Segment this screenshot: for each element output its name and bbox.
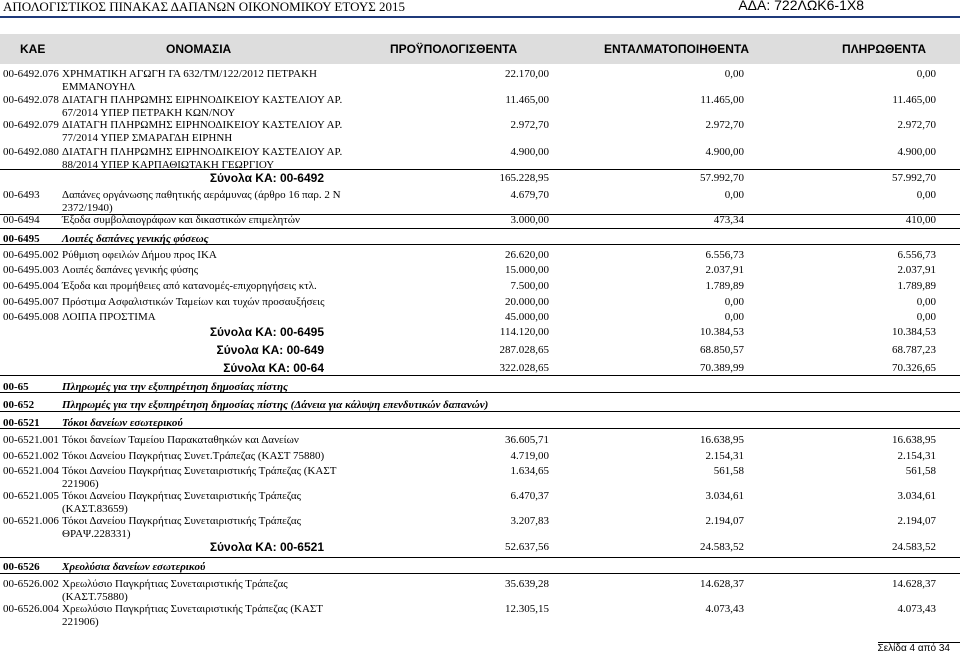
paid-value: 561,58	[905, 465, 936, 477]
item-name: Τόκοι Δανείου Παγκρήτιας Συνεταιριστικής Τράπεζας	[62, 490, 302, 502]
item-name: Ρύθμιση οφειλών Δήμου προς ΙΚΑ	[62, 249, 217, 261]
paid-value: 0,00	[916, 189, 936, 201]
budget-value: 52.637,56	[505, 541, 549, 553]
commit-value: 2.194,07	[705, 515, 744, 527]
paid-value: 3.034,61	[897, 490, 936, 502]
budget-value: 22.170,00	[505, 68, 549, 80]
ka-code: 00-6492.076	[3, 68, 59, 80]
row-separator	[0, 228, 960, 229]
col-header-name: ΟΝΟΜΑΣΙΑ	[166, 42, 232, 56]
ka-code: 00-6495.004	[3, 280, 59, 292]
commit-value: 68.850,57	[700, 344, 744, 356]
section-heading: Πληρωμές για την εξυπηρέτηση δημοσίας πίστης (Δάνεια για κάλυψη επενδυτικών δαπανών)	[62, 399, 489, 411]
paid-value: 70.326,65	[892, 362, 936, 374]
row-separator	[0, 411, 960, 412]
budget-value: 11.465,00	[505, 94, 549, 106]
commit-value: 0,00	[724, 189, 744, 201]
paid-value: 410,00	[905, 214, 936, 226]
ka-code: 00-6521	[3, 417, 40, 429]
paid-value: 6.556,73	[897, 249, 936, 261]
header-rule	[0, 16, 960, 18]
budget-value: 6.470,37	[510, 490, 549, 502]
item-name-continued: 88/2014 ΥΠΕΡ ΚΑΡΠΑΘΙΩΤΑΚΗ ΓΕΩΡΓΙΟΥ	[62, 159, 275, 171]
row-separator	[0, 557, 960, 558]
page-number: Σελίδα 4 από 34	[877, 643, 950, 654]
subtotal-label: Σύνολα ΚΑ: 00-6495	[209, 325, 324, 339]
ka-code: 00-6521.005	[3, 490, 59, 502]
ka-code: 00-6495.007	[3, 296, 59, 308]
commit-value: 3.034,61	[705, 490, 744, 502]
ka-code: 00-6495	[3, 233, 40, 245]
budget-value: 12.305,15	[505, 603, 549, 615]
commit-value: 2.972,70	[705, 119, 744, 131]
row-separator	[0, 573, 960, 574]
budget-value: 45.000,00	[505, 311, 549, 323]
budget-value: 4.679,70	[510, 189, 549, 201]
budget-value: 36.605,71	[505, 434, 549, 446]
ada-code: ΑΔΑ: 722ΛΩΚ6-1Χ8	[738, 0, 864, 13]
commit-value: 24.583,52	[700, 541, 744, 553]
ka-code: 00-6494	[3, 214, 40, 226]
ka-code: 00-6493	[3, 189, 40, 201]
section-heading: Πληρωμές για την εξυπηρέτηση δημοσίας πίστης	[62, 381, 288, 393]
commit-value: 4.900,00	[705, 146, 744, 158]
budget-value: 3.000,00	[510, 214, 549, 226]
commit-value: 0,00	[724, 68, 744, 80]
commit-value: 561,58	[713, 465, 744, 477]
paid-value: 10.384,53	[892, 326, 936, 338]
ka-code: 00-6526.002	[3, 578, 59, 590]
ka-code: 00-652	[3, 399, 35, 411]
paid-value: 4.073,43	[897, 603, 936, 615]
item-name: Έξοδα και προμήθειες από κατανομές-επιχορηγήσεις κτλ.	[62, 280, 317, 292]
commit-value: 70.389,99	[700, 362, 744, 374]
subtotal-label: Σύνολα ΚΑ: 00-6492	[209, 171, 324, 185]
item-name-continued: 77/2014 ΥΠΕΡ ΣΜΑΡΑΓΔΗ ΕΙΡΗΝΗ	[62, 132, 233, 144]
commit-value: 57.992,70	[700, 172, 744, 184]
item-name-continued: 221906)	[62, 478, 99, 490]
item-name-continued: ΕΜΜΑΝΟΥΗΛ	[62, 81, 136, 93]
item-name-continued: 2372/1940)	[62, 202, 113, 214]
budget-value: 3.207,83	[510, 515, 549, 527]
ka-code: 00-6492.080	[3, 146, 59, 158]
ka-code: 00-65	[3, 381, 29, 393]
budget-value: 4.719,00	[510, 450, 549, 462]
paid-value: 68.787,23	[892, 344, 936, 356]
commit-value: 10.384,53	[700, 326, 744, 338]
paid-value: 2.154,31	[897, 450, 936, 462]
commit-value: 2.037,91	[705, 264, 744, 276]
ka-code: 00-6526.004	[3, 603, 59, 615]
item-name: ΧΡΗΜΑΤΙΚΗ ΑΓΩΓΗ ΓΑ 632/ΤΜ/122/2012 ΠΕΤΡΑΚΗ	[62, 68, 317, 80]
item-name: Τόκοι Δανείου Παγκρήτιας Συνεταιριστικής Τράπεζας (ΚΑΣΤ	[62, 465, 337, 477]
item-name: Έξοδα συμβολαιογράφων και δικαστικών επιμελητών	[62, 214, 300, 226]
budget-value: 2.972,70	[510, 119, 549, 131]
paid-value: 0,00	[916, 311, 936, 323]
budget-value: 165.228,95	[499, 172, 549, 184]
paid-value: 0,00	[916, 68, 936, 80]
item-name: Λοιπές δαπάνες γενικής φύσης	[62, 264, 199, 276]
ka-code: 00-6492.079	[3, 119, 59, 131]
col-header-budget: ΠΡΟΫΠΟΛΟΓΙΣΘΕΝΤΑ	[390, 42, 518, 56]
col-header-commit: ΕΝΤΑΛΜΑΤΟΠΟΙΗΘΕΝΤΑ	[604, 42, 750, 56]
item-name: Χρεωλύσιο Παγκρήτιας Συνεταιριστικής Τράπεζας	[62, 578, 288, 590]
item-name: ΔΙΑΤΑΓΗ ΠΛΗΡΩΜΗΣ ΕΙΡΗΝΟΔΙΚΕΙΟΥ ΚΑΣΤΕΛΙΟΥ ΑΡ.	[62, 119, 343, 131]
ka-code: 00-6495.002	[3, 249, 59, 261]
commit-value: 1.789,89	[705, 280, 744, 292]
section-heading: Λοιπές δαπάνες γενικής φύσεως	[62, 233, 209, 245]
ka-code: 00-6492.078	[3, 94, 59, 106]
item-name-continued: 67/2014 ΥΠΕΡ ΠΕΤΡΑΚΗ ΚΩΝ/ΝΟΥ	[62, 107, 236, 119]
budget-value: 287.028,65	[499, 344, 549, 356]
ka-code: 00-6521.004	[3, 465, 59, 477]
commit-value: 2.154,31	[705, 450, 744, 462]
paid-value: 1.789,89	[897, 280, 936, 292]
item-name: Δαπάνες οργάνωσης παθητικής αεράμυνας (άρθρο 16 παρ. 2 Ν	[62, 189, 341, 201]
paid-value: 2.037,91	[897, 264, 936, 276]
item-name: Χρεωλύσιο Παγκρήτιας Συνεταιριστικής Τράπεζας (ΚΑΣΤ	[62, 603, 324, 615]
item-name: Τόκοι Δανείου Παγκρήτιας Συνεταιριστικής Τράπεζας	[62, 515, 302, 527]
budget-value: 1.634,65	[510, 465, 549, 477]
budget-value: 322.028,65	[499, 362, 549, 374]
commit-value: 4.073,43	[705, 603, 744, 615]
paid-value: 24.583,52	[892, 541, 936, 553]
item-name-continued: (ΚΑΣΤ.75880)	[62, 591, 128, 603]
commit-value: 14.628,37	[700, 578, 744, 590]
subtotal-label: Σύνολα ΚΑ: 00-649	[216, 343, 324, 357]
budget-value: 114.120,00	[499, 326, 549, 338]
commit-value: 473,34	[713, 214, 744, 226]
paid-value: 14.628,37	[892, 578, 936, 590]
item-name: ΔΙΑΤΑΓΗ ΠΛΗΡΩΜΗΣ ΕΙΡΗΝΟΔΙΚΕΙΟΥ ΚΑΣΤΕΛΙΟΥ ΑΡ.	[62, 146, 343, 158]
commit-value: 11.465,00	[700, 94, 744, 106]
section-heading: Τόκοι δανείων εσωτερικού	[62, 417, 183, 429]
col-header-paid: ΠΛΗΡΩΘΕΝΤΑ	[842, 42, 927, 56]
ka-code: 00-6526	[3, 561, 40, 573]
budget-value: 35.639,28	[505, 578, 549, 590]
ka-code: 00-6521.006	[3, 515, 59, 527]
paid-value: 4.900,00	[897, 146, 936, 158]
document-title: ΑΠΟΛΟΓΙΣΤΙΚΟΣ ΠΙΝΑΚΑΣ ΔΑΠΑΝΩΝ ΟΙΚΟΝΟΜΙΚΟΥ ΕΤΟΥΣ 2015	[3, 0, 406, 14]
paid-value: 11.465,00	[892, 94, 936, 106]
commit-value: 6.556,73	[705, 249, 744, 261]
ka-code: 00-6495.003	[3, 264, 59, 276]
ka-code: 00-6521.001	[3, 434, 59, 446]
item-name: Τόκοι δανείων Ταμείου Παρακαταθηκών και Δανείων	[62, 434, 299, 446]
item-name: ΛΟΙΠΑ ΠΡΟΣΤΙΜΑ	[62, 311, 156, 323]
paid-value: 2.972,70	[897, 119, 936, 131]
col-header-ka: ΚΑΕ	[20, 42, 46, 56]
paid-value: 57.992,70	[892, 172, 936, 184]
section-heading: Χρεολύσια δανείων εσωτερικού	[62, 561, 206, 573]
item-name-continued: (ΚΑΣΤ.83659)	[62, 503, 128, 515]
row-separator	[0, 375, 960, 376]
budget-value: 15.000,00	[505, 264, 549, 276]
item-name-continued: ΘΡΑΨ.228331)	[62, 528, 131, 540]
paid-value: 2.194,07	[897, 515, 936, 527]
budget-value: 4.900,00	[510, 146, 549, 158]
item-name: Τόκοι Δανείου Παγκρήτιας Συνετ.Τράπεζας (ΚΑΣΤ 75880)	[62, 450, 325, 462]
ka-code: 00-6521.002	[3, 450, 59, 462]
item-name-continued: 221906)	[62, 616, 99, 628]
commit-value: 0,00	[724, 311, 744, 323]
budget-value: 26.620,00	[505, 249, 549, 261]
paid-value: 0,00	[916, 296, 936, 308]
paid-value: 16.638,95	[892, 434, 936, 446]
commit-value: 16.638,95	[700, 434, 744, 446]
subtotal-label: Σύνολα ΚΑ: 00-64	[223, 361, 324, 375]
budget-value: 7.500,00	[510, 280, 549, 292]
subtotal-label: Σύνολα ΚΑ: 00-6521	[209, 540, 324, 554]
item-name: ΔΙΑΤΑΓΗ ΠΛΗΡΩΜΗΣ ΕΙΡΗΝΟΔΙΚΕΙΟΥ ΚΑΣΤΕΛΙΟΥ ΑΡ.	[62, 94, 343, 106]
item-name: Πρόστιμα Ασφαλιστικών Ταμείων και τυχών προσαυξήσεις	[62, 296, 325, 308]
ka-code: 00-6495.008	[3, 311, 59, 323]
commit-value: 0,00	[724, 296, 744, 308]
budget-value: 20.000,00	[505, 296, 549, 308]
